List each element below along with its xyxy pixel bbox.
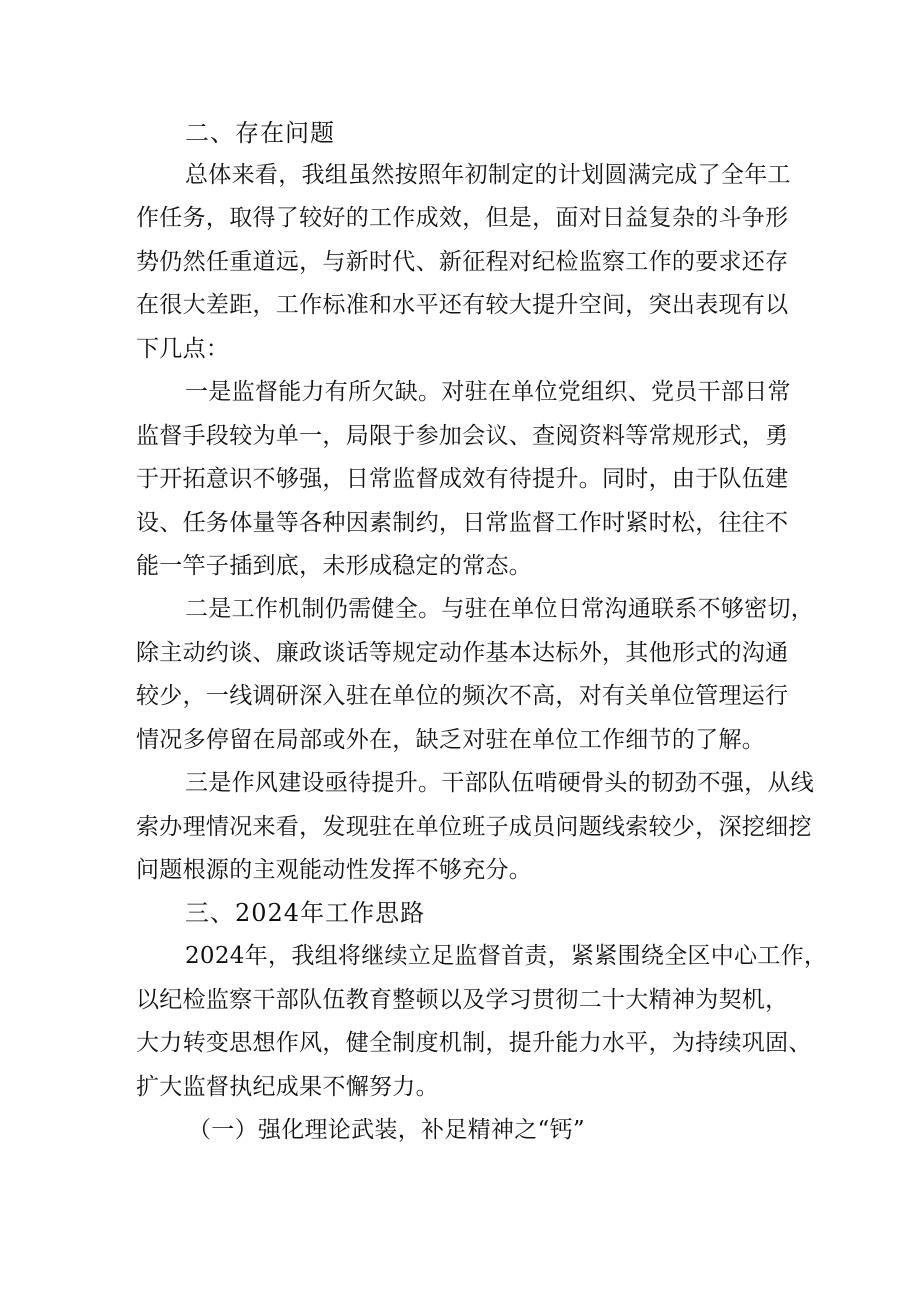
paragraph-line: 于开拓意识不够强，日常监督成效有待提升。同时，由于队伍建 <box>136 466 789 492</box>
paragraph-line: 在很大差距，工作标准和水平还有较大提升空间，突出表现有以 <box>136 292 789 318</box>
paragraph-line: 三是作风建设亟待提升。干部队伍啃硬骨头的韧劲不强，从线 <box>185 770 815 796</box>
paragraph-line: 扩大监督执纪成果不懈努力。 <box>136 1074 439 1100</box>
section-2-heading: 二、存在问题 <box>185 119 335 147</box>
paragraph-line: 设、任务体量等各种因素制约，日常监督工作时紧时松，往往不 <box>136 510 789 536</box>
paragraph-line: 以纪检监察干部队伍教育整顿以及学习贯彻二十大精神为契机， <box>136 987 789 1013</box>
paragraph-line: 大力转变思想作风，健全制度机制，提升能力水平，为持续巩固、 <box>136 1030 812 1056</box>
paragraph-line: 能一竿子插到底，未形成稳定的常态。 <box>136 553 533 579</box>
paragraph-line: 情况多停留在局部或外在，缺乏对驻在单位工作细节的了解。 <box>136 727 766 753</box>
paragraph-line: 下几点： <box>136 336 230 362</box>
paragraph-line: 势仍然任重道远，与新时代、新征程对纪检监察工作的要求还存 <box>136 249 789 275</box>
paragraph-line: 二是工作机制仍需健全。与驻在单位日常沟通联系不够密切， <box>185 596 815 622</box>
paragraph-line: 除主动约谈、廉政谈话等规定动作基本达标外，其他形式的沟通 <box>136 640 789 666</box>
paragraph-line: 作任务，取得了较好的工作成效，但是，面对日益复杂的斗争形 <box>136 205 789 231</box>
paragraph-line: 2024年，我组将继续立足监督首责，紧紧围绕全区中心工作， <box>185 943 828 969</box>
paragraph-line: 总体来看，我组虽然按照年初制定的计划圆满完成了全年工 <box>185 162 791 188</box>
section-3-heading: 三、2024年工作思路 <box>185 899 426 927</box>
paragraph-line: 索办理情况来看，发现驻在单位班子成员问题线索较少，深挖细挖 <box>136 814 812 840</box>
subheading-1: （一）强化理论武装，补足精神之“钙” <box>188 1117 585 1143</box>
paragraph-line: 一是监督能力有所欠缺。对驻在单位党组织、党员干部日常 <box>185 379 791 405</box>
paragraph-line: 监督手段较为单一，局限于参加会议、查阅资料等常规形式，勇 <box>136 423 789 449</box>
paragraph-line: 问题根源的主观能动性发挥不够充分。 <box>136 857 533 883</box>
paragraph-line: 较少，一线调研深入驻在单位的频次不高，对有关单位管理运行 <box>136 683 789 709</box>
